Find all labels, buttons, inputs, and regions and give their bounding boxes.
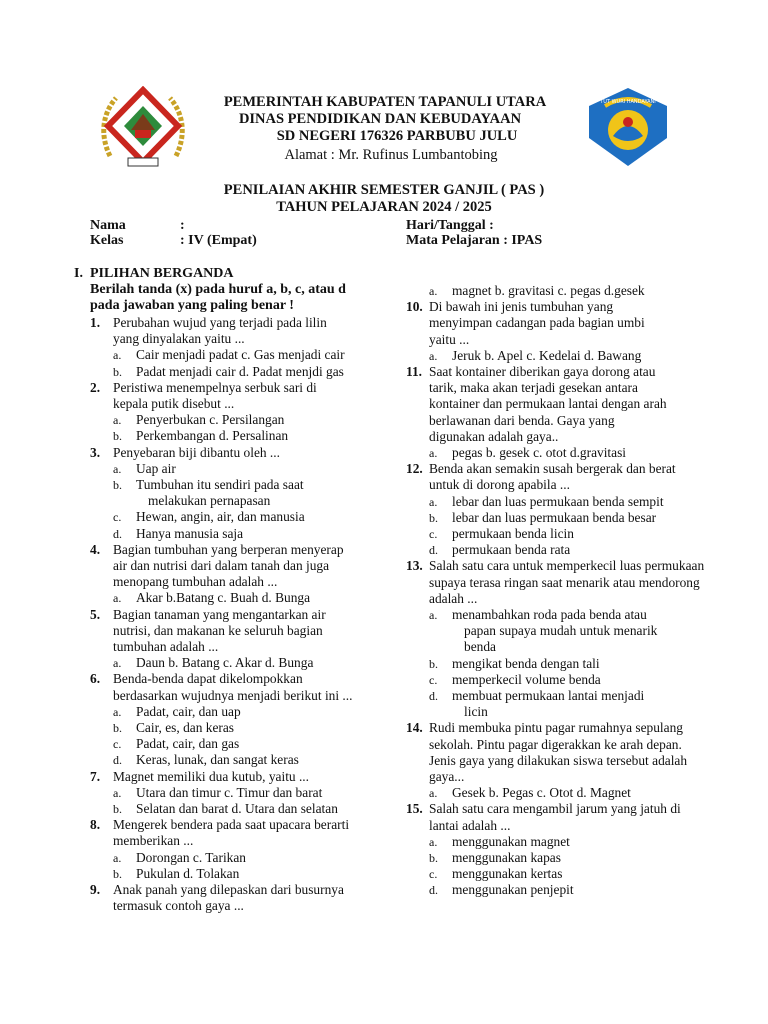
section-instruction-2: pada jawaban yang paling benar !: [90, 298, 294, 313]
option-letter[interactable]: b.: [113, 429, 122, 444]
question-text: Anak panah yang dilepaskan dari busurnya: [113, 882, 344, 897]
option-text: pegas b. gesek c. otot d.gravitasi: [452, 445, 627, 460]
question-text: adalah ...: [429, 590, 478, 606]
question-text: tumbuhan adalah ...: [113, 639, 219, 654]
section-title: PILIHAN BERGANDA: [90, 266, 234, 281]
option-text: papan supaya mudah untuk menarik: [464, 623, 658, 639]
question-text: Saat kontainer diberikan gaya dorong atau: [429, 364, 656, 379]
mata-pelajaran-label: Mata Pelajaran : IPAS: [406, 233, 543, 248]
question-number: 10.: [406, 299, 423, 315]
option-letter[interactable]: c.: [429, 527, 438, 541]
nama-colon: :: [180, 218, 185, 233]
option-text: Jeruk b. Apel c. Kedelai d. Bawang: [452, 347, 642, 363]
question-text: air dan nutrisi dari dalam tanah dan juga: [113, 558, 330, 573]
option-letter[interactable]: d.: [429, 883, 438, 898]
option-text: Penyerbukan c. Persilangan: [136, 412, 285, 428]
question-number: 1.: [90, 315, 101, 330]
logo-motto: TUT WURI HANDAYANI: [600, 99, 656, 105]
question-text: kontainer dan permukaan lantai dengan arah: [429, 396, 667, 412]
option-letter[interactable]: a.: [113, 348, 122, 363]
option-letter[interactable]: b.: [113, 478, 122, 492]
header-address: Alamat : Mr. Rufinus Lumbantobing: [284, 147, 498, 163]
option-letter[interactable]: a.: [429, 834, 438, 849]
hari-tanggal-label: Hari/Tanggal :: [406, 218, 494, 233]
option-letter[interactable]: b.: [113, 364, 122, 379]
option-letter[interactable]: b.: [113, 866, 122, 881]
option-text: Pukulan d. Tolakan: [136, 865, 240, 881]
question-number: 6.: [90, 671, 101, 687]
question-number: 2.: [90, 379, 101, 395]
exam-year: TAHUN PELAJARAN 2024 / 2025: [276, 199, 492, 215]
option-letter[interactable]: a.: [113, 461, 122, 476]
question-text: Benda akan semakin susah bergerak dan berat: [429, 461, 676, 477]
question-text: tarik, maka akan terjadi gesekan antara: [429, 380, 638, 396]
question-number: 9.: [90, 882, 101, 897]
question-text: Bagian tumbuhan yang berperan menyerap: [113, 541, 344, 557]
option-text: Gesek b. Pegas c. Otot d. Magnet: [452, 785, 631, 801]
question-text: Jenis gaya yang dilakukan siswa tersebut adalah: [429, 752, 688, 768]
option-text: Akar b.Batang c. Buah d. Bunga: [136, 590, 311, 606]
question-number: 12.: [406, 461, 423, 477]
option-letter[interactable]: b.: [429, 851, 438, 865]
option-text: licin: [464, 704, 488, 720]
header-line-2: DINAS PENDIDIKAN DAN KEBUDAYAAN: [238, 111, 522, 127]
option-letter[interactable]: b.: [429, 510, 438, 525]
question-text: termasuk contoh gaya ...: [113, 898, 244, 914]
option-text: permukaan benda rata: [452, 542, 571, 558]
tut-wuri-handayani-logo: [583, 86, 673, 168]
option-text: magnet b. gravitasi c. pegas d.gesek: [452, 283, 645, 298]
option-letter[interactable]: a.: [113, 785, 122, 800]
option-letter[interactable]: a.: [429, 348, 438, 363]
option-text: Daun b. Batang c. Akar d. Bunga: [136, 655, 314, 671]
section-roman: I.: [74, 266, 83, 281]
option-text: Cair, es, dan keras: [136, 720, 234, 735]
option-text: membuat permukaan lantai menjadi: [452, 688, 645, 703]
question-text: menopang tumbuhan adalah ...: [113, 574, 278, 590]
option-text: Utara dan timur c. Timur dan barat: [136, 784, 323, 800]
option-text: Padat menjadi cair d. Padat menjdi gas: [136, 363, 344, 379]
question-text: memberikan ...: [113, 833, 194, 849]
question-text: digunakan adalah gaya..: [429, 428, 559, 444]
question-text: Salah satu cara mengambil jarum yang jatuh di: [429, 801, 681, 817]
option-letter[interactable]: d.: [113, 753, 122, 768]
option-text: permukaan benda licin: [452, 526, 574, 541]
question-number: 7.: [90, 768, 101, 784]
option-letter[interactable]: a.: [429, 786, 438, 801]
option-letter[interactable]: a.: [429, 284, 438, 298]
option-letter[interactable]: a.: [429, 608, 438, 622]
option-letter[interactable]: d.: [113, 526, 122, 541]
question-text: menyimpan cadangan pada bagian umbi: [429, 315, 645, 331]
question-text: sekolah. Pintu pagar digerakkan ke arah depan.: [429, 736, 682, 752]
question-number: 3.: [90, 444, 101, 460]
question-number: 11.: [406, 364, 422, 379]
option-text: Hanya manusia saja: [136, 525, 244, 541]
question-text: berdasarkan wujudnya menjadi berikut ini ...: [113, 687, 353, 703]
question-text: Di bawah ini jenis tumbuhan yang: [429, 299, 614, 315]
option-text: Padat, cair, dan uap: [136, 703, 241, 719]
exam-title: PENILAIAN AKHIR SEMESTER GANJIL ( PAS ): [223, 182, 545, 198]
option-text: Uap air: [136, 460, 176, 476]
question-text: yaitu ...: [429, 331, 470, 347]
question-text: Mengerek bendera pada saat upacara berarti: [113, 817, 350, 833]
option-letter[interactable]: a.: [113, 850, 122, 865]
question-number: 14.: [406, 720, 423, 736]
question-text: gaya...: [429, 769, 465, 784]
option-letter[interactable]: a.: [429, 494, 438, 509]
question-text: Penyebaran biji dibantu oleh ...: [113, 444, 280, 460]
question-number: 15.: [406, 801, 423, 817]
kelas-value: : IV (Empat): [180, 233, 257, 248]
option-text: menggunakan kapas: [452, 850, 561, 865]
question-text: supaya terasa ringan saat menarik atau mendorong: [429, 574, 700, 590]
option-letter[interactable]: d.: [429, 689, 438, 703]
option-text: Dorongan c. Tarikan: [136, 849, 246, 865]
option-letter[interactable]: a.: [113, 704, 122, 719]
question-number: 13.: [406, 558, 423, 574]
option-text: Selatan dan barat d. Utara dan selatan: [136, 801, 338, 816]
option-text: menggunakan penjepit: [452, 882, 574, 898]
option-text: lebar dan luas permukaan benda sempit: [452, 493, 664, 509]
option-letter[interactable]: d.: [429, 543, 438, 558]
option-text: Padat, cair, dan gas: [136, 736, 240, 752]
nama-label: Nama: [90, 218, 126, 233]
option-text: melakukan pernapasan: [148, 493, 271, 509]
header-line-1: PEMERINTAH KABUPATEN TAPANULI UTARA: [223, 94, 547, 110]
option-letter[interactable]: b.: [113, 802, 122, 816]
option-letter[interactable]: b.: [113, 721, 122, 735]
question-text: kepala putik disebut ...: [113, 396, 235, 411]
question-number: 5.: [90, 606, 101, 622]
option-text: Tumbuhan itu sendiri pada saat: [136, 477, 304, 492]
question-text: berlawanan dari benda. Gaya yang: [429, 412, 615, 428]
option-text: menambahkan roda pada benda atau: [452, 607, 647, 622]
question-text: lantai adalah ...: [429, 817, 511, 833]
question-text: untuk di dorong apabila ...: [429, 477, 570, 493]
option-text: memperkecil volume benda: [452, 671, 601, 687]
option-text: benda: [464, 639, 496, 655]
option-text: Perkembangan d. Persalinan: [136, 428, 289, 444]
question-text: Benda-benda dapat dikelompokkan: [113, 671, 303, 687]
question-text: Peristiwa menempelnya serbuk sari di: [113, 379, 317, 395]
question-number: 8.: [90, 817, 101, 833]
option-letter[interactable]: c.: [429, 867, 438, 882]
option-letter[interactable]: c.: [113, 737, 122, 752]
option-text: Hewan, angin, air, dan manusia: [136, 509, 305, 525]
tapanuli-utara-logo: [98, 86, 188, 170]
option-text: Cair menjadi padat c. Gas menjadi cair: [136, 347, 345, 363]
option-letter[interactable]: a.: [113, 656, 122, 671]
option-text: Keras, lunak, dan sangat keras: [136, 752, 299, 768]
option-letter[interactable]: a.: [113, 413, 122, 428]
question-text: Salah satu cara untuk memperkecil luas permukaan: [429, 558, 705, 574]
option-letter[interactable]: a.: [429, 446, 438, 460]
question-number: 4.: [90, 541, 101, 557]
option-text: menggunakan magnet: [452, 833, 570, 849]
question-text: Magnet memiliki dua kutub, yaitu ...: [113, 768, 309, 784]
question-text: Perubahan wujud yang terjadi pada lilin: [113, 315, 327, 330]
option-text: lebar dan luas permukaan benda besar: [452, 509, 657, 525]
option-text: mengikat benda dengan tali: [452, 655, 600, 671]
kelas-label: Kelas: [90, 233, 124, 248]
question-text: nutrisi, dan makanan ke seluruh bagian: [113, 622, 323, 638]
question-text: Bagian tanaman yang mengantarkan air: [113, 606, 326, 622]
question-text: yang dinyalakan yaitu ...: [113, 331, 245, 347]
option-text: menggunakan kertas: [452, 866, 563, 882]
option-letter[interactable]: a.: [113, 591, 122, 606]
question-text: Rudi membuka pintu pagar rumahnya sepulang: [429, 720, 683, 736]
option-letter[interactable]: c.: [113, 510, 122, 525]
option-letter[interactable]: b.: [429, 656, 438, 671]
option-letter[interactable]: c.: [429, 672, 438, 687]
header-line-3: SD NEGERI 176326 PARBUBU JULU: [276, 128, 518, 144]
section-instruction-1: Berilah tanda (x) pada huruf a, b, c, atau d: [90, 282, 346, 297]
